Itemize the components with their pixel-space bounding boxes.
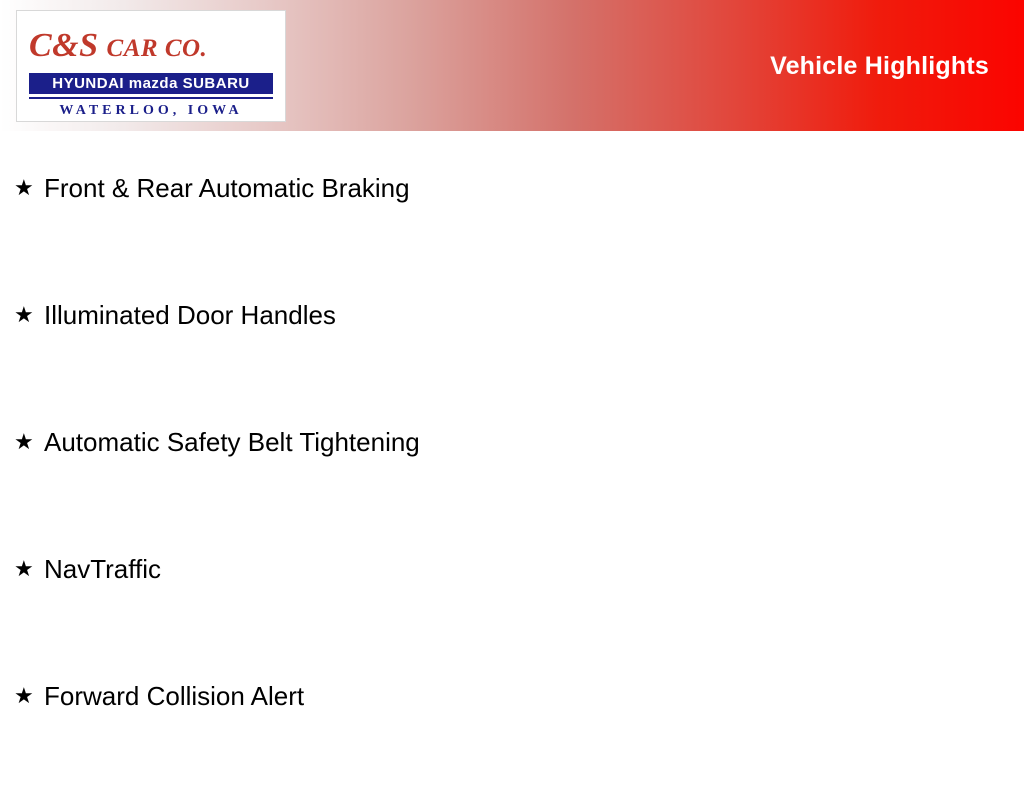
logo-brand-main: C&S xyxy=(29,27,99,64)
star-icon: ★ xyxy=(14,175,34,200)
list-item xyxy=(0,298,1024,425)
logo-location: WATERLOO, IOWA xyxy=(59,103,243,118)
star-icon: ★ xyxy=(14,302,34,327)
star-icon: ★ xyxy=(14,556,34,581)
list-item-label: NavTraffic xyxy=(44,554,162,584)
list-item-label: Illuminated Door Handles xyxy=(44,300,336,330)
list-item xyxy=(0,552,1024,679)
star-icon: ★ xyxy=(14,683,34,708)
star-icon: ★ xyxy=(14,429,34,454)
page-title: Vehicle Highlights xyxy=(770,52,989,80)
list-item-label: Front & Rear Automatic Braking xyxy=(44,173,410,203)
list-item xyxy=(0,171,1024,298)
logo-makes-bar: HYUNDAI mazda SUBARU xyxy=(29,73,273,94)
list-item-label: Forward Collision Alert xyxy=(44,681,305,711)
logo-brand-name xyxy=(29,27,207,65)
logo-brand-sub: CAR CO. xyxy=(106,35,208,62)
dealer-logo xyxy=(16,10,286,122)
logo-divider xyxy=(29,97,273,99)
list-item xyxy=(0,425,1024,552)
highlights-list xyxy=(0,131,1024,806)
list-item xyxy=(0,679,1024,806)
list-item-label: Automatic Safety Belt Tightening xyxy=(44,427,420,457)
